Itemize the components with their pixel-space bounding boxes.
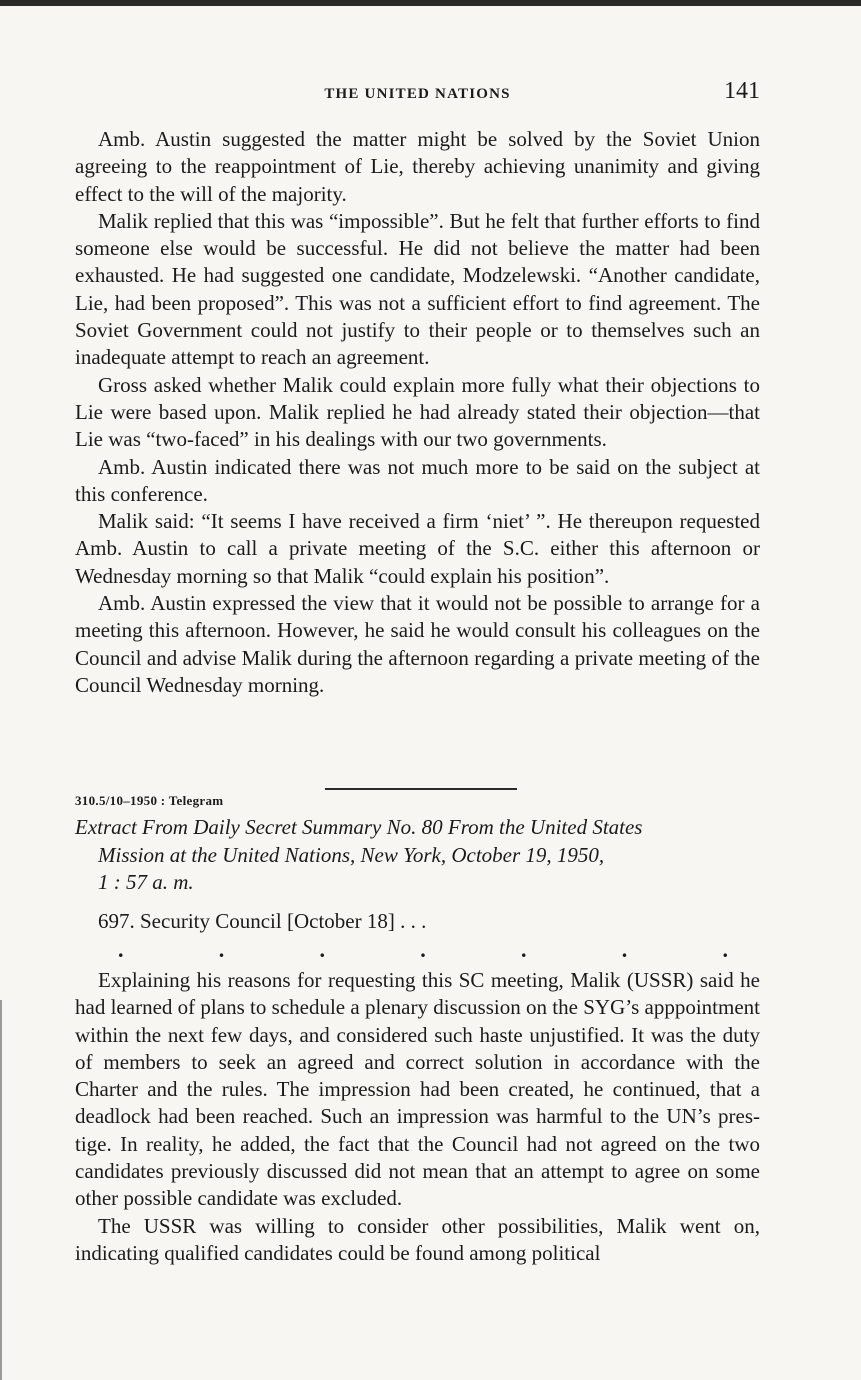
section-two-body	[75, 967, 760, 1267]
page-top-edge	[0, 0, 861, 6]
ellipsis-dot: .	[218, 937, 225, 962]
paragraph: Amb. Austin expressed the view that it would not be possible to arrange for a meeting this afternoon. However, he said he would consult his colleagues on the Council and advise Malik during the afternoon regarding a private meeting of the Council Wednesday morning.	[75, 591, 760, 697]
page-number: 141	[724, 78, 760, 104]
paragraph: Amb. Austin suggested the matter might be solved by the Soviet Union agreeing to the reappointment of Lie, thereby achieving unanimity and giving effect to the will of the majority.	[75, 127, 760, 206]
paragraph: Malik replied that this was “impossible”. But he felt that further efforts to find someone else would be successful. He did not believe the matter had been exhausted. He had suggested one candidate, Modzelewski. “Another candidate, Lie, had been proposed”. This was not a sufficient effort to find agreement. The Soviet Government could not justify to their people or to themselves such an inadequate attempt to reach an agreement.	[75, 208, 760, 370]
page-binding-edge	[0, 1000, 2, 1380]
file-reference: 310.5/10–1950 : Telegram	[75, 793, 224, 808]
ellipsis-dot: .	[319, 937, 325, 962]
title-line: 1 : 57 a. m.	[98, 870, 194, 894]
ellipsis-dot: .	[722, 937, 728, 962]
page-header	[75, 78, 760, 110]
ellipsis-dot: .	[621, 937, 628, 962]
ellipsis-dot: .	[420, 937, 426, 962]
paragraph: Explaining his reasons for requesting this SC meeting, Malik (USSR) said he had learned of plans to schedule a plenary discussion on the SYG’s apppointment within the next few days, and considered such haste unjustified. It was the duty of members to seek an agreed and correct solution in accordance with the Charter and the rules. The impression had been created, he continued, that a deadlock had been reached. Such an impression was harmful to the UN’s prestige. In reality, he added, the fact that the Council had not agreed on the two candidates previously discussed did not mean that an attempt to agree on some other possible candidate was excluded.	[75, 968, 760, 1211]
title-line: Mission at the United Nations, New York, October 19, 1950,	[98, 842, 605, 867]
item-heading: 697. Security Council [October 18] . . .	[98, 909, 427, 933]
paragraph: Malik said: “It seems I have received a firm ‘niet’ ”. He thereupon requested Amb. Austin to call a private meeting of the S.C. either this afternoon or Wednesday morning so that Malik “could explain his position”.	[75, 509, 760, 588]
ellipsis-dot: .	[118, 937, 124, 962]
omission-ellipsis	[118, 937, 728, 963]
section-one-body	[75, 126, 760, 699]
ellipsis-dot: .	[521, 937, 527, 962]
paragraph: Amb. Austin indicated there was not much more to be said on the subject at this conference.	[75, 454, 760, 506]
running-head: THE UNITED NATIONS	[324, 86, 511, 102]
paragraph: The USSR was willing to consider other possibilities, Malik went on, indicating qualified candidates could be found among political	[75, 1213, 760, 1265]
title-line: Extract From Daily Secret Summary No. 80 From the United States	[75, 815, 643, 839]
paragraph: Gross asked whether Malik could explain more fully what their objections to Lie were based upon. Malik replied he had already stated their objection—that Lie was “two-faced” in his dealings with our two governments.	[75, 372, 760, 452]
section-divider	[325, 788, 517, 790]
document-title	[75, 814, 760, 897]
